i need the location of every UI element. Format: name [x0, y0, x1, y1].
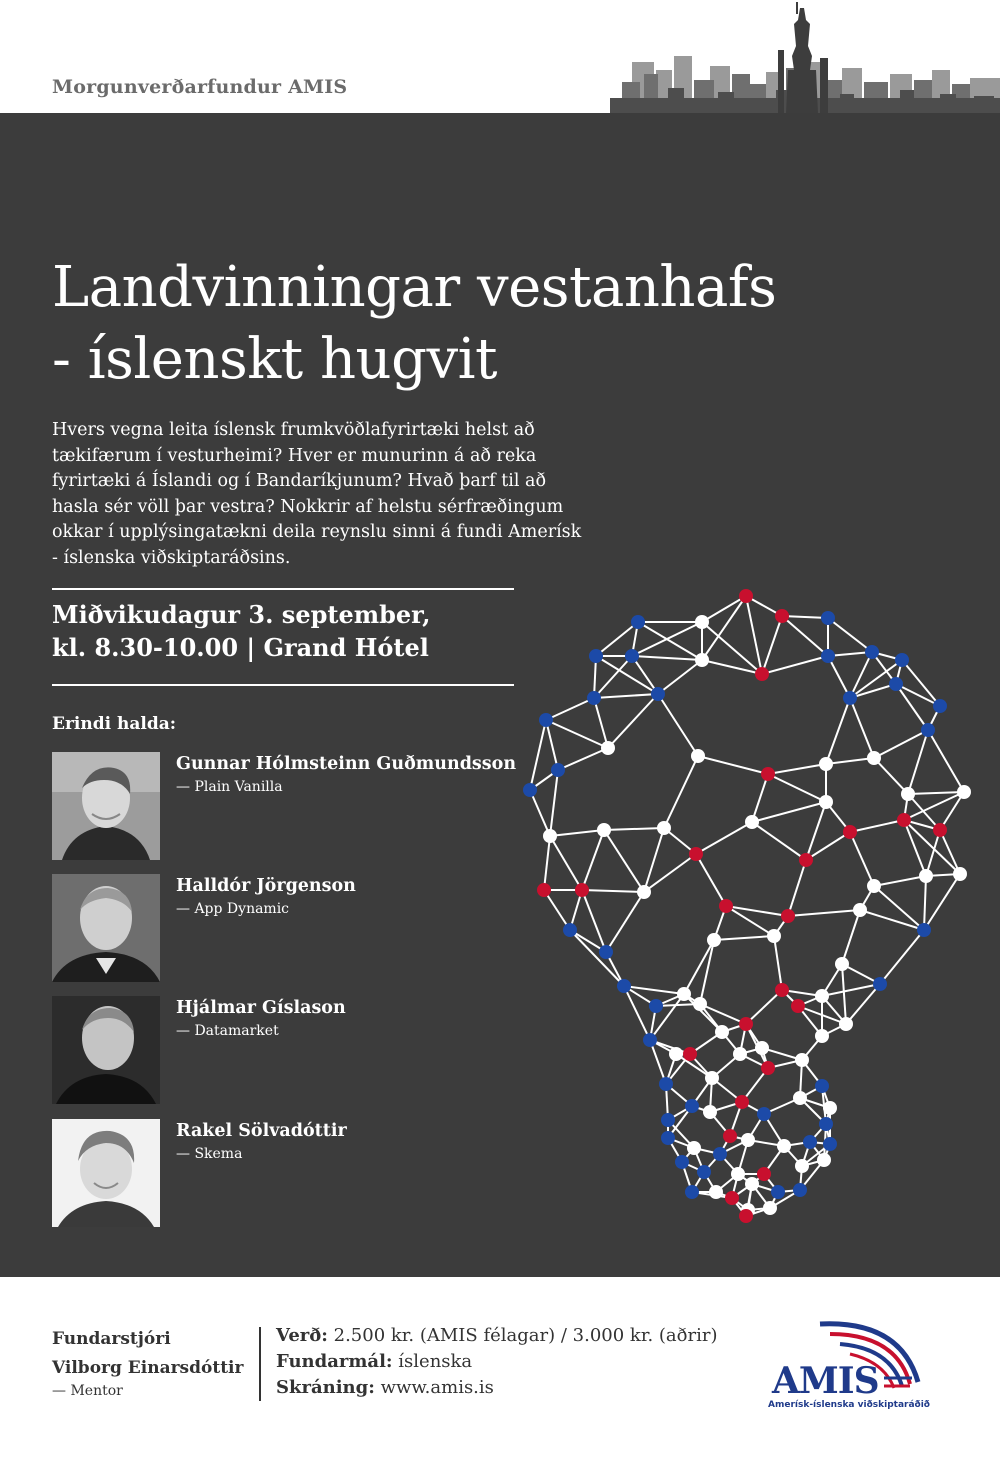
- bulb-edge: [544, 836, 550, 890]
- bulb-node: [739, 1209, 753, 1223]
- bulb-node: [775, 983, 789, 997]
- bulb-edge: [644, 828, 664, 892]
- speaker-company-4: — Skema: [176, 1146, 243, 1162]
- footer: [0, 1277, 1000, 1457]
- speaker-4: [52, 1119, 522, 1229]
- bulb-edge: [606, 892, 644, 952]
- bulb-node: [873, 977, 887, 991]
- bulb-edge: [828, 618, 872, 652]
- speaker-name-3: Hjálmar Gíslason: [176, 998, 346, 1018]
- bulb-edge: [806, 832, 850, 860]
- bulb-node: [815, 1029, 829, 1043]
- bulb-edge: [874, 758, 908, 794]
- bulb-node: [691, 749, 705, 763]
- speaker-name-2: Halldór Jörgenson: [176, 876, 356, 896]
- bulb-edge: [850, 684, 896, 698]
- bulb-edge: [702, 596, 746, 622]
- bulb-node: [669, 1047, 683, 1061]
- bulb-edge: [850, 820, 904, 832]
- bulb-edge: [806, 802, 826, 860]
- bulb-node: [723, 1129, 737, 1143]
- bulb-edge: [746, 990, 782, 1024]
- speaker-photo-3: [52, 996, 160, 1104]
- bulb-edge: [658, 660, 702, 694]
- bulb-edge: [594, 656, 632, 698]
- bulb-edge: [658, 694, 698, 756]
- bulb-edge: [550, 836, 582, 890]
- bulb-node: [953, 867, 967, 881]
- bulb-node: [597, 823, 611, 837]
- event-title-line-1: Landvinningar vestanhafs: [52, 255, 777, 320]
- bulb-edge: [632, 656, 702, 660]
- bulb-edge: [698, 756, 768, 774]
- bulb-edge: [664, 756, 698, 828]
- bulb-node: [865, 645, 879, 659]
- bulb-node: [781, 909, 795, 923]
- city-skyline-graphic: [610, 0, 1000, 114]
- bulb-edge: [582, 890, 644, 892]
- price-value: 2.500 kr. (AMIS félagar) / 3.000 kr. (aðrir): [327, 1325, 718, 1346]
- bulb-node: [677, 987, 691, 1001]
- bulb-node: [687, 1141, 701, 1155]
- bulb-edge: [604, 830, 644, 892]
- language-info: [276, 1351, 472, 1372]
- bulb-edge: [752, 774, 768, 822]
- bulb-node: [823, 1101, 837, 1115]
- bulb-node: [795, 1053, 809, 1067]
- bulb-node: [587, 691, 601, 705]
- language-label: Fundarmál:: [276, 1351, 393, 1372]
- bulb-node: [767, 929, 781, 943]
- bulb-node: [921, 723, 935, 737]
- bulb-node: [839, 1017, 853, 1031]
- bulb-node: [867, 879, 881, 893]
- bulb-edge: [570, 930, 624, 986]
- header: [0, 0, 1000, 113]
- bulb-edge: [874, 886, 924, 930]
- bulb-edge: [762, 656, 828, 674]
- bulb-edge: [768, 764, 826, 774]
- bulb-node: [719, 899, 733, 913]
- bulb-edge: [582, 890, 606, 952]
- bulb-node: [563, 923, 577, 937]
- bulb-edge: [924, 874, 960, 930]
- logo-wordmark: AMIS: [772, 1360, 879, 1402]
- bulb-edge: [762, 616, 782, 674]
- speaker-1: [52, 752, 522, 862]
- bulb-edge: [782, 616, 828, 656]
- bulb-node: [725, 1191, 739, 1205]
- event-time-place: kl. 8.30-10.00 | Grand Hótel: [52, 633, 429, 662]
- speaker-photo-2: [52, 874, 160, 982]
- event-title-line-2: - íslenskt hugvit: [52, 327, 497, 392]
- bulb-edge: [544, 890, 570, 930]
- bulb-node: [777, 1139, 791, 1153]
- registration-link[interactable]: www.amis.is: [374, 1377, 494, 1398]
- bulb-edge: [904, 820, 926, 876]
- bulb-node: [901, 787, 915, 801]
- bulb-edge: [788, 910, 860, 916]
- bulb-node: [757, 1107, 771, 1121]
- bulb-node: [589, 649, 603, 663]
- bulb-node: [917, 923, 931, 937]
- price-info: [276, 1325, 717, 1346]
- bulb-edge: [828, 656, 850, 698]
- footer-divider: [259, 1327, 261, 1401]
- bulb-edge: [908, 792, 964, 794]
- bulb-node: [895, 653, 909, 667]
- bulb-node: [601, 741, 615, 755]
- bulb-edge: [530, 790, 550, 836]
- speaker-3: [52, 996, 522, 1106]
- bulb-node: [739, 589, 753, 603]
- chair-role: — Mentor: [52, 1383, 123, 1399]
- intro-paragraph: Hvers vegna leita íslensk frumkvöðlafyrirtæki helst að tækifærum í vesturheimi? Hver er munurinn á að reka fyrirtæki á Íslandi og í Bandaríkjunum? Hvað þarf til að hasla sér völl þar vestra? Nokkrir af helstu sérfræðingum okkar í upplýsingatækni deila reynslu sinni á fundi Amerísk - íslenska viðskiptaráðsins.: [52, 420, 582, 568]
- speaker-company-3: — Datamarket: [176, 1023, 279, 1039]
- bulb-node: [745, 815, 759, 829]
- bulb-edge: [714, 936, 774, 940]
- bulb-edge: [582, 830, 604, 890]
- bulb-node: [631, 615, 645, 629]
- bulb-node: [685, 1099, 699, 1113]
- speaker-name-1: Gunnar Hólmsteinn Guðmundsson: [176, 754, 517, 774]
- speaker-company-1: — Plain Vanilla: [176, 779, 283, 795]
- bulb-edge: [850, 698, 874, 758]
- bulb-node: [695, 653, 709, 667]
- chair-label: Fundarstjóri: [52, 1329, 171, 1349]
- bulb-edge: [608, 694, 658, 748]
- bulb-node: [803, 1135, 817, 1149]
- bulb-edge: [700, 940, 714, 1004]
- bulb-edge: [546, 698, 594, 720]
- bulb-node: [675, 1155, 689, 1169]
- bulb-edge: [546, 720, 558, 770]
- bulb-node: [745, 1177, 759, 1191]
- bulb-node: [819, 1117, 833, 1131]
- bulb-node: [705, 1071, 719, 1085]
- bulb-node: [543, 829, 557, 843]
- bulb-edge: [850, 832, 874, 886]
- bulb-node: [523, 783, 537, 797]
- bulb-node: [695, 615, 709, 629]
- bulb-node: [741, 1133, 755, 1147]
- bulb-node: [933, 823, 947, 837]
- bulb-node: [795, 1159, 809, 1173]
- bulb-node: [657, 821, 671, 835]
- bulb-node: [799, 853, 813, 867]
- event-title: [52, 252, 972, 396]
- bulb-node: [819, 757, 833, 771]
- bulb-edge: [880, 930, 924, 984]
- bulb-edge: [546, 720, 608, 748]
- bulb-node: [707, 933, 721, 947]
- bulb-node: [617, 979, 631, 993]
- lightbulb-network-graphic: [500, 580, 980, 1230]
- speaker-company-2: — App Dynamic: [176, 901, 290, 917]
- bulb-edge: [684, 940, 714, 994]
- bulb-node: [835, 957, 849, 971]
- bulb-node: [853, 903, 867, 917]
- bulb-edge: [874, 876, 926, 886]
- bulb-edge: [752, 802, 826, 822]
- bulb-node: [661, 1131, 675, 1145]
- bulb-node: [551, 763, 565, 777]
- bulb-node: [897, 813, 911, 827]
- bulb-node: [697, 1165, 711, 1179]
- bulb-node: [957, 785, 971, 799]
- bulb-edge: [928, 730, 964, 792]
- bulb-node: [539, 713, 553, 727]
- bulb-node: [815, 989, 829, 1003]
- bulb-node: [771, 1185, 785, 1199]
- bulb-edge: [644, 854, 696, 892]
- bulb-edge: [788, 860, 806, 916]
- bulb-node: [867, 751, 881, 765]
- bulb-node: [651, 687, 665, 701]
- bulb-node: [843, 825, 857, 839]
- bulb-node: [689, 847, 703, 861]
- bulb-edge: [550, 830, 604, 836]
- bulb-node: [575, 883, 589, 897]
- bulb-node: [713, 1147, 727, 1161]
- bulb-edge: [594, 694, 658, 698]
- bulb-edge: [826, 758, 874, 764]
- bulb-edge: [842, 910, 860, 964]
- logo-subtitle: Amerísk-íslenska viðskiptaráðið: [768, 1400, 930, 1410]
- divider-top: [52, 588, 514, 590]
- bulb-edge: [826, 698, 850, 764]
- bulb-node: [793, 1183, 807, 1197]
- bulb-node: [761, 767, 775, 781]
- bulb-node: [933, 699, 947, 713]
- speakers-label: Erindi halda:: [52, 714, 177, 734]
- bulb-node: [823, 1137, 837, 1151]
- bulb-edge: [768, 774, 826, 802]
- divider-bottom: [52, 684, 514, 686]
- bulb-edge: [842, 964, 846, 1024]
- bulb-edge: [860, 910, 924, 930]
- event-when: [52, 598, 522, 664]
- bulb-edge: [696, 822, 752, 854]
- bulb-node: [739, 1017, 753, 1031]
- bulb-node: [683, 1047, 697, 1061]
- bulb-node: [793, 1091, 807, 1105]
- bulb-edge: [558, 748, 608, 770]
- bulb-node: [659, 1077, 673, 1091]
- bulb-node: [843, 691, 857, 705]
- bulb-edge: [550, 770, 558, 836]
- amis-logo: [760, 1312, 960, 1422]
- bulb-node: [637, 885, 651, 899]
- registration-label: Skráning:: [276, 1377, 375, 1398]
- bulb-node: [821, 611, 835, 625]
- bulb-node: [755, 667, 769, 681]
- bulb-node: [775, 609, 789, 623]
- bulb-node: [599, 945, 613, 959]
- bulb-edge: [594, 698, 608, 748]
- event-date: Miðvikudagur 3. september,: [52, 600, 431, 629]
- bulb-node: [815, 1079, 829, 1093]
- bulb-edge: [696, 854, 726, 906]
- bulb-node: [649, 999, 663, 1013]
- speaker-2: [52, 874, 522, 984]
- chair-name: Vilborg Einarsdóttir: [52, 1358, 244, 1378]
- registration-info: [276, 1377, 494, 1398]
- bulb-node: [703, 1105, 717, 1119]
- bulb-node: [731, 1167, 745, 1181]
- bulb-node: [709, 1185, 723, 1199]
- bulb-node: [821, 649, 835, 663]
- bulb-node: [537, 883, 551, 897]
- bulb-node: [693, 997, 707, 1011]
- bulb-node: [919, 869, 933, 883]
- language-value: íslenska: [392, 1351, 473, 1372]
- bulb-node: [817, 1153, 831, 1167]
- bulb-node: [763, 1201, 777, 1215]
- header-title: Morgunverðarfundur AMIS: [52, 76, 348, 98]
- speaker-photo-4: [52, 1119, 160, 1227]
- bulb-node: [715, 1025, 729, 1039]
- bulb-node: [889, 677, 903, 691]
- bulb-node: [761, 1061, 775, 1075]
- bulb-node: [661, 1113, 675, 1127]
- bulb-edge: [924, 876, 926, 930]
- bulb-node: [625, 649, 639, 663]
- bulb-edge: [752, 822, 806, 860]
- speaker-name-4: Rakel Sölvadóttir: [176, 1121, 347, 1141]
- bulb-edge: [774, 936, 782, 990]
- bulb-node: [819, 795, 833, 809]
- bulb-edge: [604, 828, 664, 830]
- bulb-node: [733, 1047, 747, 1061]
- bulb-edge: [940, 830, 960, 874]
- speaker-photo-1: [52, 752, 160, 860]
- bulb-node: [757, 1167, 771, 1181]
- bulb-node: [791, 999, 805, 1013]
- price-label: Verð:: [276, 1325, 328, 1346]
- bulb-node: [643, 1033, 657, 1047]
- bulb-node: [685, 1185, 699, 1199]
- bulb-node: [755, 1041, 769, 1055]
- bulb-node: [735, 1095, 749, 1109]
